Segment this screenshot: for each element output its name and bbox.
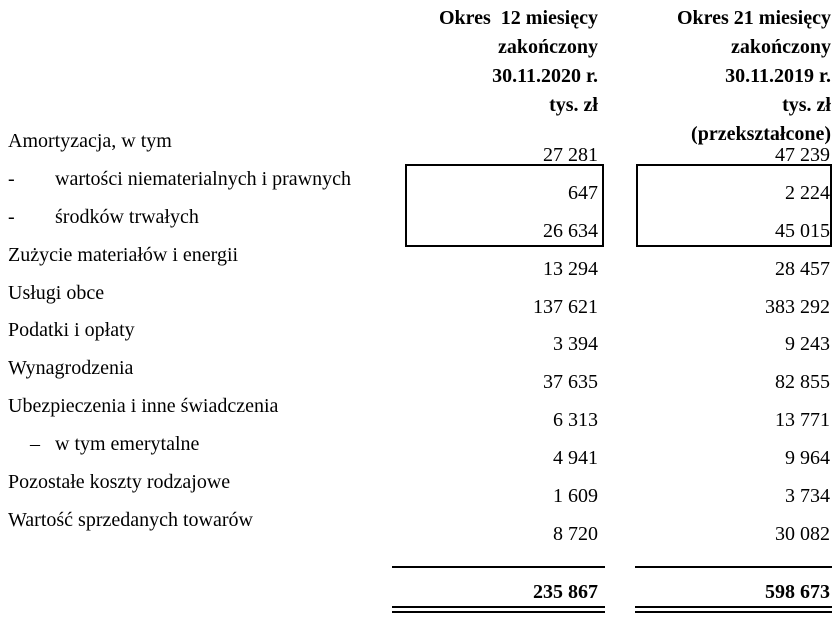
value-2019: 9 243	[785, 333, 830, 356]
column-header-2019	[677, 4, 831, 149]
total-value-2020: 235 867	[533, 581, 598, 603]
table-row	[0, 433, 837, 471]
value-2019: 30 082	[775, 522, 830, 545]
value-2020: 37 635	[543, 371, 598, 394]
row-label: Usługi obce	[8, 281, 105, 304]
column-header-2020	[439, 4, 598, 120]
value-2020: 27 281	[543, 144, 598, 166]
row-marker: -	[8, 205, 15, 228]
row-label: Podatki i opłaty	[8, 319, 135, 342]
value-2019: 45 015	[775, 219, 830, 242]
value-2019: 9 964	[785, 447, 830, 470]
row-label: Ubezpieczenia i inne świadczenia	[8, 395, 279, 418]
row-label: środków trwałych	[55, 205, 199, 228]
table-row	[0, 282, 837, 320]
row-label: Wartość sprzedanych towarów	[8, 508, 253, 531]
value-2019: 82 855	[775, 371, 830, 394]
table-body	[0, 130, 837, 547]
value-2019: 2 224	[785, 181, 830, 204]
header-line: tys. zł	[549, 94, 598, 116]
row-label: Pozostałe koszty rodzajowe	[8, 471, 231, 494]
table-row	[0, 130, 837, 168]
total-double-rule-2019	[635, 606, 832, 613]
row-label: Amortyzacja, w tym	[8, 130, 172, 152]
table-row	[0, 206, 837, 244]
header-line: 30.11.2019 r.	[725, 65, 831, 87]
header-line: (przekształcone)	[691, 123, 831, 145]
table-row	[0, 319, 837, 357]
row-marker: –	[30, 433, 40, 456]
value-2019: 28 457	[775, 257, 830, 280]
table-row	[0, 395, 837, 433]
table-row	[0, 509, 837, 547]
row-label: w tym emerytalne	[55, 433, 200, 456]
value-2020: 8 720	[553, 522, 598, 545]
row-marker: -	[8, 167, 15, 190]
value-2020: 137 621	[533, 295, 598, 318]
value-2020: 26 634	[543, 219, 598, 242]
total-double-rule-2020	[392, 606, 605, 613]
header-line: zakończony	[731, 36, 831, 58]
header-line: 30.11.2020 r.	[492, 65, 598, 87]
value-2020: 13 294	[543, 257, 598, 280]
value-2019: 47 239	[775, 144, 830, 166]
value-2019: 383 292	[765, 295, 830, 318]
value-2019: 13 771	[775, 409, 830, 432]
value-2020: 6 313	[553, 409, 598, 432]
value-2020: 4 941	[553, 447, 598, 470]
table-row	[0, 168, 837, 206]
row-label: Zużycie materiałów i energii	[8, 243, 239, 266]
subtotal-rule-2019	[635, 566, 832, 568]
value-2019: 3 734	[785, 485, 830, 508]
total-value-2019: 598 673	[765, 581, 830, 603]
header-line: Okres 21 miesięcy	[676, 7, 831, 29]
table-row	[0, 244, 837, 282]
header-line: Okres 12 miesięcy	[438, 7, 598, 29]
value-2020: 3 394	[553, 333, 598, 356]
table-row	[0, 471, 837, 509]
table-row	[0, 357, 837, 395]
subtotal-rule-2020	[392, 566, 605, 568]
value-2020: 647	[568, 181, 598, 204]
value-2020: 1 609	[553, 485, 598, 508]
header-line: zakończony	[498, 36, 598, 58]
row-label: Wynagrodzenia	[8, 357, 134, 380]
row-label: wartości niematerialnych i prawnych	[55, 167, 351, 190]
header-line: tys. zł	[782, 94, 831, 116]
